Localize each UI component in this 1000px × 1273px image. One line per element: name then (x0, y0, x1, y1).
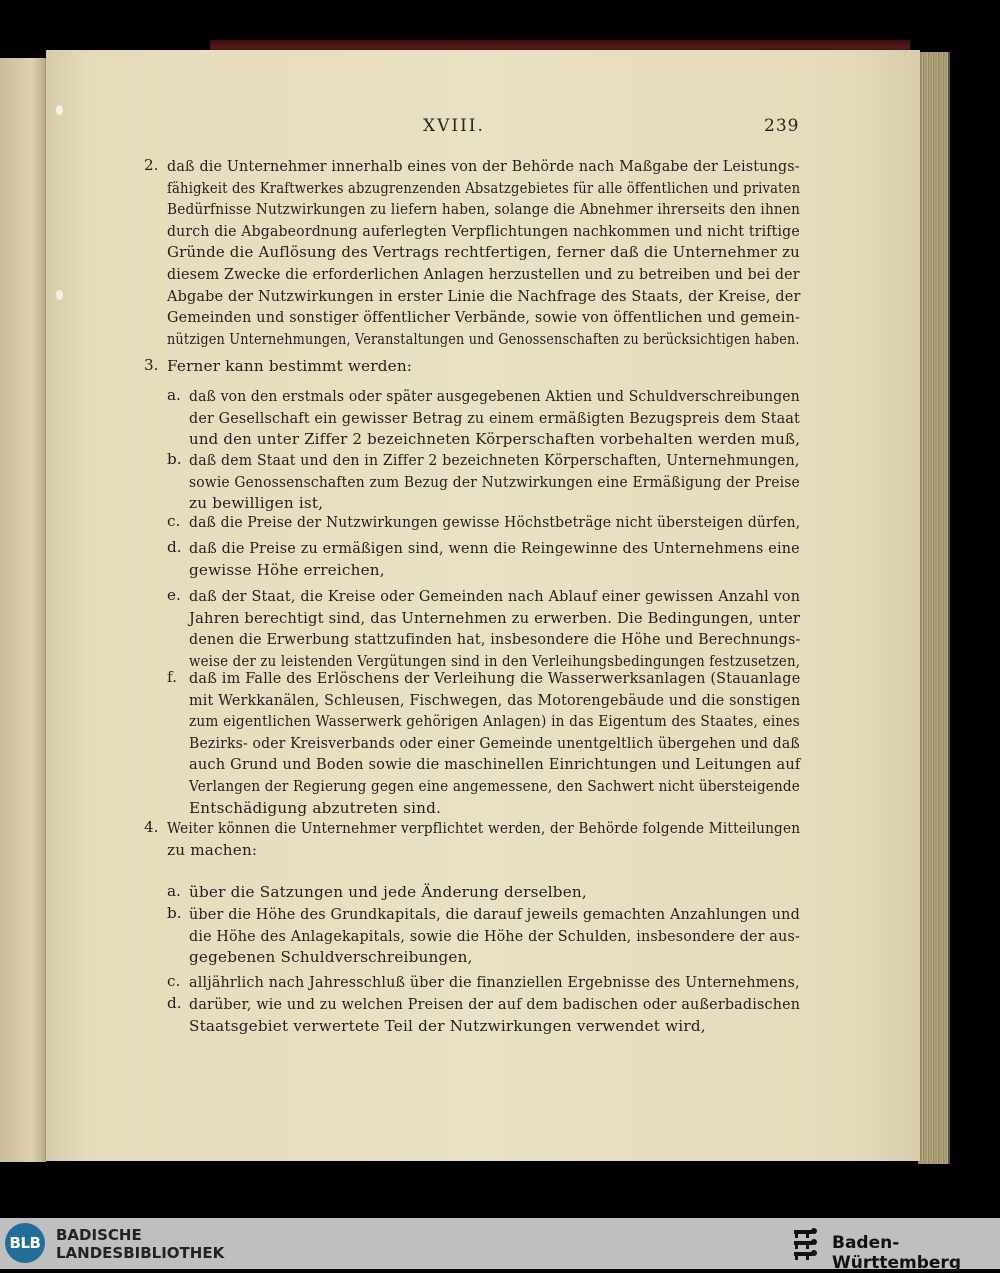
book-page (46, 50, 920, 1161)
text-line: zu machen: (167, 840, 258, 859)
text-line: über die Satzungen und jede Änderung derselben, (189, 883, 587, 901)
text-line: fähigkeit des Kraftwerkes abzugrenzenden Absatzgebietes für alle öffentlichen und privaten (167, 178, 801, 197)
state-name[interactable]: Baden-Württemberg (832, 1233, 961, 1273)
item-marker: b. (167, 904, 182, 922)
text-line: Gründe die Auflösung des Vertrags rechtfertigen, ferner daß die Unternehmer zu (167, 243, 800, 262)
text-line: denen die Erwerbung stattzufinden hat, insbesondere die Höhe und Berechnungs- (189, 630, 801, 649)
text-line: weise der zu leistenden Vergütungen sind in den Verleihungsbedingungen festzusetzen, (189, 651, 801, 670)
text-line: gewisse Höhe erreichen, (189, 560, 385, 579)
page-stack-edge (918, 52, 950, 1164)
item-marker: b. (167, 450, 182, 468)
text-line: alljährlich nach Jahresschluß über die finanziellen Ergebnisse des Unternehmens, (189, 973, 800, 991)
text-line: Verlangen der Regierung gegen eine angemessene, den Sachwert nicht übersteigende (189, 777, 800, 795)
text-line: durch die Abgabeordnung auferlegten Verpflichtungen nachkommen und nicht triftige (167, 221, 800, 240)
page-number: 239 (764, 116, 800, 136)
text-line: Abgabe der Nutzwirkungen in erster Linie die Nachfrage des Staats, der Kreise, der (167, 286, 801, 305)
item-marker: c. (167, 512, 181, 530)
text-line: Staatsgebiet verwertete Teil der Nutzwirkungen verwendet wird, (189, 1016, 706, 1035)
text-line: daß von den erstmals oder später ausgegebenen Aktien und Schuldverschreibungen (189, 387, 800, 405)
text-line: diesem Zwecke die erforderlichen Anlagen herzustellen und zu betreiben und bei der (167, 265, 800, 283)
item-marker: 2. (144, 156, 159, 174)
item-marker: a. (167, 882, 181, 900)
text-line: darüber, wie und zu welchen Preisen der auf dem badischen oder außerbadischen (189, 995, 801, 1013)
binding-hole-mark (56, 290, 63, 300)
text-line: Jahren berechtigt sind, das Unternehmen zu erwerben. Die Bedingungen, unter (189, 608, 801, 627)
text-line: Bezirks- oder Kreisverbands oder einer Gemeinde unentgeltlich übergehen und daß (189, 733, 800, 752)
text-line: zu bewilligen ist, (189, 494, 324, 513)
text-line: daß im Falle des Erlöschens der Verleihung die Wasserwerksanlagen (Stauanlage (189, 669, 801, 687)
library-name[interactable] (56, 1226, 224, 1262)
text-line: daß dem Staat und den in Ziffer 2 bezeichneten Körperschaften, Unternehmungen, (189, 451, 800, 469)
text-line: Gemeinden und sonstiger öffentlicher Verbände, sowie von öffentlichen und gemein- (167, 308, 801, 327)
text-line: daß die Preise zu ermäßigen sind, wenn die Reingewinne des Unternehmens eine (189, 539, 800, 557)
library-name-line1: BADISCHE (56, 1226, 142, 1244)
text-line: nützigen Unternehmungen, Veranstaltungen und Genossenschaften zu berücksichtigen haben. (167, 329, 800, 348)
text-line: über die Höhe des Grundkapitals, die darauf jeweils gemachten Anzahlungen und (189, 905, 800, 923)
blb-logo[interactable]: BLB (5, 1223, 45, 1263)
binding-hole-mark (56, 105, 63, 115)
text-line: auch Grund und Boden sowie die maschinellen Einrichtungen und Leitungen auf (189, 755, 801, 774)
item-marker: c. (167, 972, 181, 990)
text-line: Weiter können die Unternehmer verpflichtet werden, der Behörde folgende Mitteilungen (167, 819, 801, 837)
left-page-edge (0, 58, 46, 1162)
library-name-line2: LANDESBIBLIOTHEK (56, 1244, 225, 1262)
text-line: der Gesellschaft ein gewisser Betrag zu einem ermäßigten Bezugspreis dem Staat (189, 408, 800, 427)
text-line: die Höhe des Anlagekapitals, sowie die Höhe der Schulden, insbesondere der aus- (189, 926, 800, 945)
item-marker: d. (167, 994, 182, 1012)
text-line: und den unter Ziffer 2 bezeichneten Körperschaften vorbehalten werden muß, (189, 430, 801, 449)
text-line: zum eigentlichen Wasserwerk gehörigen Anlagen) in das Eigentum des Staates, eines (189, 712, 800, 731)
text-line: daß der Staat, die Kreise oder Gemeinden nach Ablauf einer gewissen Anzahl von (189, 587, 801, 605)
item-marker: e. (167, 586, 181, 604)
text-line: daß die Unternehmer innerhalb eines von der Behörde nach Maßgabe der Leistungs- (167, 157, 800, 175)
item-marker: f. (167, 668, 177, 686)
text-line: sowie Genossenschaften zum Bezug der Nutzwirkungen eine Ermäßigung der Preise (189, 472, 800, 491)
item-marker: d. (167, 538, 182, 556)
chapter-heading: XVIII. (423, 116, 485, 136)
footer-bar (0, 1218, 1000, 1273)
item-marker: 4. (144, 818, 159, 836)
text-line: Bedürfnisse Nutzwirkungen zu liefern haben, solange die Abnehmer ihrerseits den ihnen (167, 200, 801, 219)
text-line: gegebenen Schuldverschreibungen, (189, 948, 473, 967)
item-marker: a. (167, 386, 181, 404)
text-line: daß die Preise der Nutzwirkungen gewisse Höchstbeträge nicht übersteigen dürfen, (189, 513, 801, 531)
item-marker: 3. (144, 356, 159, 374)
three-lions-icon[interactable] (790, 1226, 822, 1262)
text-line: mit Werkkanälen, Schleusen, Fischwegen, das Motorengebäude und die sonstigen (189, 690, 801, 709)
text-line: Ferner kann bestimmt werden: (167, 357, 413, 375)
text-line: Entschädigung abzutreten sind. (189, 798, 442, 817)
